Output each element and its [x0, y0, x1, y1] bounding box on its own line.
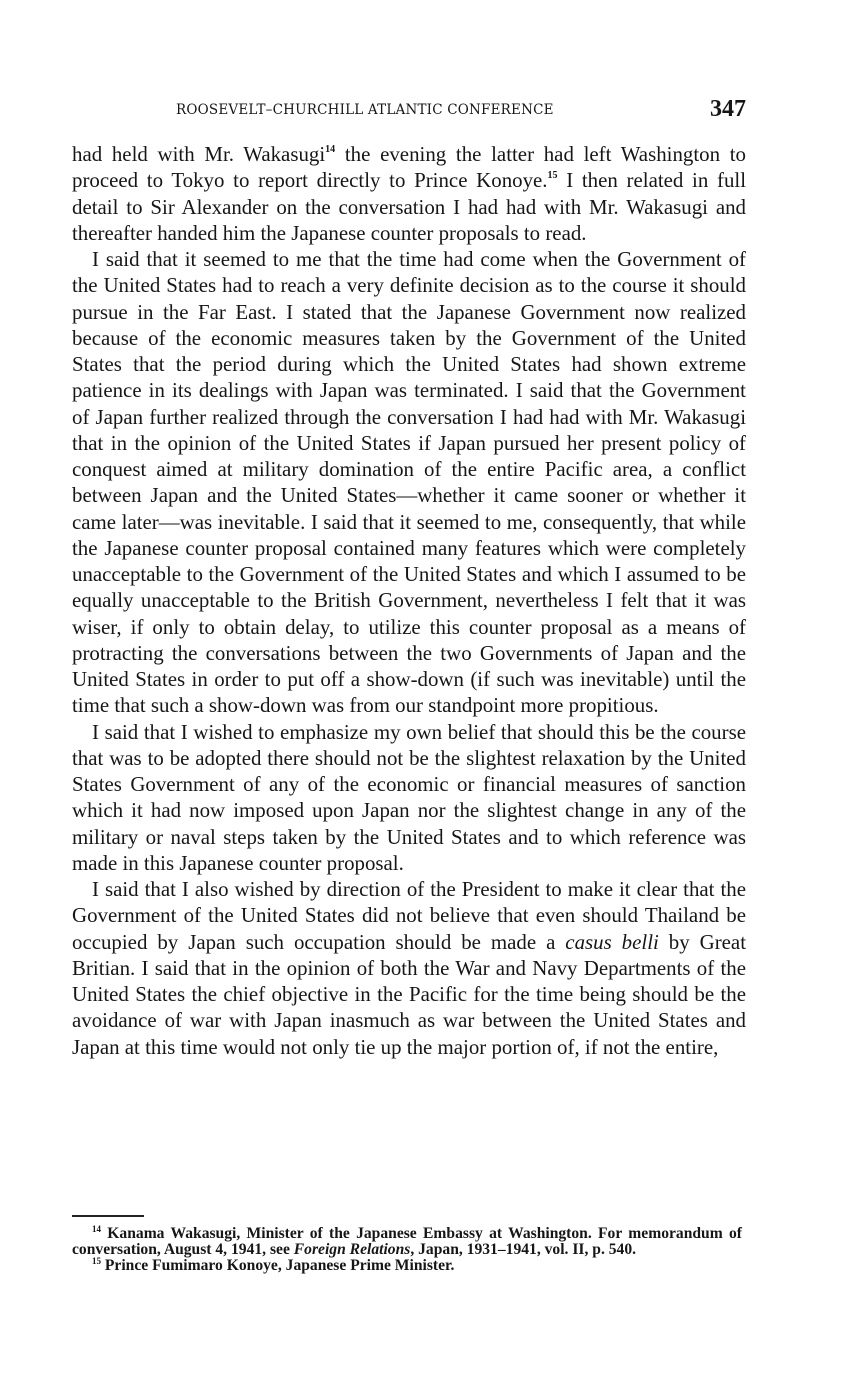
footnote-mark-14: 14 [92, 1224, 101, 1234]
footnotes [72, 1226, 742, 1274]
paragraph-1 [72, 141, 746, 246]
paragraph-4 [72, 876, 746, 1060]
footnote-15 [72, 1258, 742, 1274]
p4-text-a: I said that I also wished by direction of the President to make it clear that the Government of the United States did not believe that even should Thailand be occupied by Japan such occupation should be made a [72, 877, 746, 954]
footnote-14-italic: Foreign Relations [293, 1241, 411, 1258]
footnote-divider [72, 1215, 144, 1217]
paragraph-2: I said that it seemed to me that the time had come when the Government of the United States had to reach a very definite decision as to the course it should pursue in the Far East. I stated that the Japanese Government now realized because of the economic measures taken by the Government of the United States that the period during which the United States had shown extreme patience in its dealings with Japan was terminated. I said that the Government of Japan further realized through the conversation I had had with Mr. Wakasugi that in the opinion of the United States if Japan pursued her present policy of conquest aimed at military domination of the entire Pacific area, a conflict between Japan and the United States—whether it came sooner or whether it came later—was inevitable. I said that it seemed to me, consequently, that while the Japanese counter proposal contained many features which were completely unacceptable to the Government of the United States and which I assumed to be equally unacceptable to the British Government, nevertheless I felt that it was wiser, if only to obtain delay, to utilize this counter proposal as a means of protracting the conversations between the two Governments of Japan and the United States in order to put off a show-down (if such was inevitable) until the time that such a show-down was from our standpoint more propitious. [72, 247, 746, 718]
p4-text-b: by Great Britian. I said that in the opinion of both the War and Navy Departments of the United States the chief objective in the Pacific for the time being should be the avoidance of war with Japan inasmuch as war between the United States and Japan at this time would not only tie up the major portion of, if not the entire, [72, 929, 746, 1059]
p1-text-c: I then related in full detail to Sir Alexander on the conversation I had had with Mr. Wakasugi and thereafter handed him the Japanese counter proposals to read. [72, 168, 747, 245]
footnote-15-text: Prince Fumimaro Konoye, Japanese Prime Minister. [101, 1257, 455, 1274]
footnote-14-text-b: , Japan, 1931–1941, vol. II, p. 540. [410, 1241, 637, 1258]
body-text [72, 141, 746, 1060]
page-header [72, 96, 748, 124]
running-head: ROOSEVELT–CHURCHILL ATLANTIC CONFERENCE [176, 102, 554, 118]
footnote-ref-14: 14 [325, 144, 336, 155]
footnote-14-text-a: Kanama Wakasugi, Minister of the Japanese Embassy at Washington. For memorandum of conversation, August 4, 1941, see [72, 1225, 742, 1258]
p4-italic-casus-belli: casus belli [565, 929, 659, 954]
paragraph-3: I said that I wished to emphasize my own belief that should this be the course that was to be adopted there should not be the slightest relaxation by the United States Government of any of the economic or financial measures of sanction which it had now imposed upon Japan nor the slightest change in any of the military or naval steps taken by the United States and to which reference was made in this Japanese counter proposal. [72, 719, 746, 875]
p1-text-b: the evening the latter had left Washington to proceed to Tokyo to report directly to Prince Konoye. [72, 142, 746, 193]
p1-text-a: had held with Mr. Wakasugi [72, 142, 326, 166]
footnote-14 [72, 1226, 742, 1258]
footnote-ref-15: 15 [547, 170, 558, 182]
page-number: 347 [710, 96, 746, 122]
footnote-mark-15: 15 [92, 1256, 101, 1266]
